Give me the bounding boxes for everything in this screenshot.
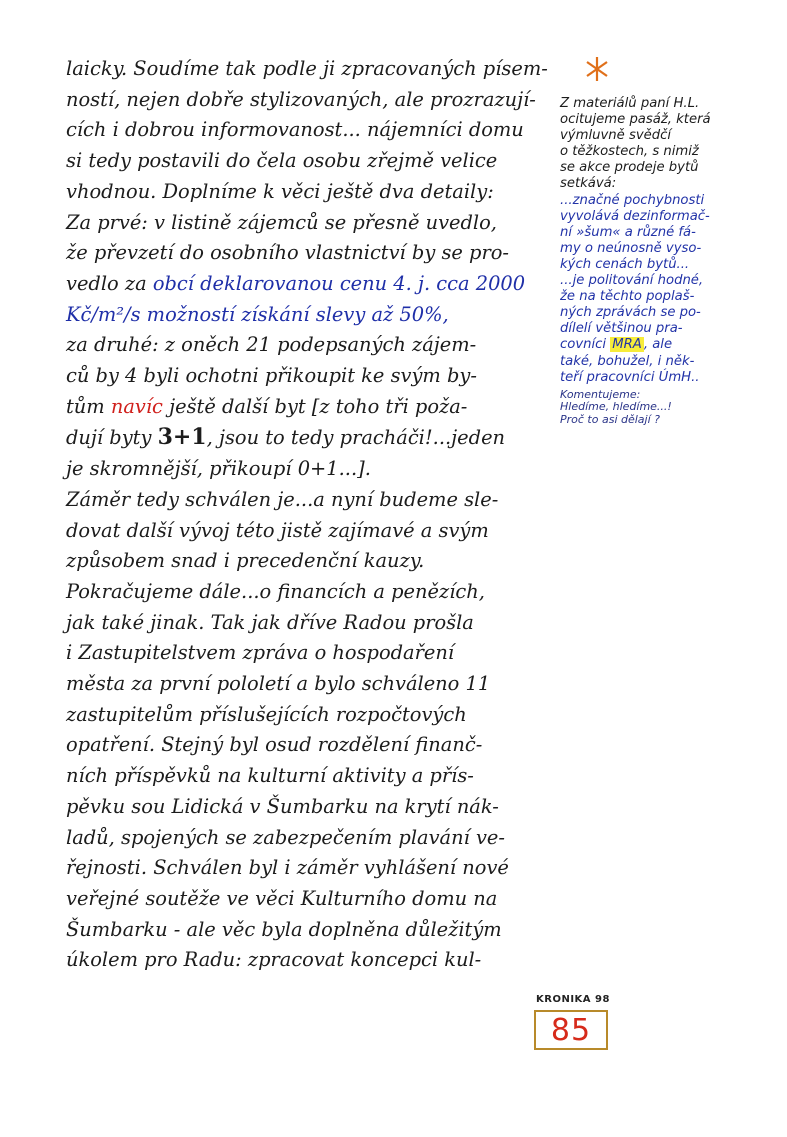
text-line: cích i dobrou informovanost... nájemníci domu bbox=[66, 118, 524, 142]
quote-line: teří pracovníci ÚmH.. bbox=[560, 369, 700, 385]
text-line: i Zastupitelstvem zpráva o hospodaření bbox=[66, 641, 455, 665]
comment-line: Hledíme, hledíme...! bbox=[560, 400, 672, 414]
side-note bbox=[560, 96, 782, 426]
quote-line: ní »šum« a různé fá- bbox=[560, 224, 696, 240]
main-text-column bbox=[66, 54, 546, 976]
flat-size-bold: 3+1 bbox=[157, 424, 207, 451]
text-line: způsobem snad i precedenční kauzy. bbox=[66, 549, 425, 573]
text-line: Záměr tedy schválen je...a nyní budeme sle- bbox=[66, 487, 499, 511]
text-fragment: vedlo za bbox=[66, 271, 153, 295]
navic-red-word: navíc bbox=[110, 394, 163, 418]
text-line: města za první pololetí a bylo schváleno 11 bbox=[66, 672, 491, 696]
quote-line: ...je politování hodné, bbox=[560, 273, 704, 289]
text-line: Šumbarku - ale věc byla doplněna důležitým bbox=[66, 917, 502, 941]
price-highlight-text: obcí deklarovanou cenu 4. j. cca 2000 bbox=[152, 271, 526, 295]
text-line: Pokračujeme dále...o financích a penězích, bbox=[66, 579, 485, 603]
text-fragment: , jsou to tedy pracháči!...jeden bbox=[206, 426, 506, 450]
quote-fragment: , ale bbox=[643, 337, 673, 353]
text-line bbox=[66, 269, 546, 300]
text-line: ností, nejen dobře stylizovaných, ale prozrazují- bbox=[66, 87, 536, 111]
text-line: opatření. Stejný byl osud rozdělení finanč- bbox=[66, 733, 483, 757]
note-line: ocitujeme pasáž, která bbox=[560, 112, 711, 128]
quote-line: ...značné pochybnosti bbox=[560, 192, 705, 208]
price-detail-text: Kč/m²/s možností získání slevy až 50%, bbox=[66, 302, 449, 326]
asterisk-mark-icon bbox=[582, 54, 612, 84]
text-line: pěvku sou Lidická v Šumbarku na krytí nák- bbox=[66, 794, 499, 818]
text-line: že převzetí do osobního vlastnictví by se pro- bbox=[66, 241, 509, 265]
text-line: ladů, spojených se zabezpečením plavání ve- bbox=[66, 825, 505, 849]
page-number: 85 bbox=[534, 1010, 608, 1050]
text-fragment: dují byty bbox=[66, 426, 158, 450]
quote-fragment: covníci bbox=[560, 337, 611, 353]
text-line bbox=[66, 300, 546, 331]
quote-line: dílelí většinou pra- bbox=[560, 321, 683, 337]
text-fragment: ještě další byt [z toho tři poža- bbox=[162, 394, 468, 418]
text-line: úkolem pro Radu: zpracovat koncepci kul- bbox=[66, 948, 482, 972]
quote-line: my o neúnosně vyso- bbox=[560, 240, 702, 256]
quote-line: kých cenách bytů... bbox=[560, 256, 690, 272]
quote-line: že na těchto poplaš- bbox=[560, 289, 695, 305]
text-line: jak také jinak. Tak jak dříve Radou prošla bbox=[66, 610, 474, 634]
chronicle-label: KRONIKA 98 bbox=[536, 994, 610, 1005]
note-line: výmluvně svědčí bbox=[560, 128, 672, 144]
text-line: si tedy postavili do čela osobu zřejmě velice bbox=[66, 149, 498, 173]
text-line: zastupitelům příslušejících rozpočtových bbox=[66, 702, 467, 726]
text-line bbox=[66, 392, 546, 423]
quote-line: také, bohužel, i něk- bbox=[560, 353, 695, 369]
text-line: je skromnější, přikoupí 0+1...]. bbox=[66, 457, 371, 481]
text-line bbox=[66, 422, 546, 454]
text-line: za druhé: z oněch 21 podepsaných zájem- bbox=[66, 333, 477, 357]
text-line: veřejné soutěže ve věci Kulturního domu na bbox=[66, 886, 498, 910]
note-line: Z materiálů paní H.L. bbox=[560, 96, 700, 111]
text-line: ců by 4 byli ochotni přikoupit ke svým by- bbox=[66, 364, 477, 388]
mra-highlight: MRA bbox=[612, 337, 642, 353]
text-line: vhodnou. Doplníme k věci ještě dva detaily: bbox=[66, 179, 494, 203]
note-line: se akce prodeje bytů bbox=[560, 160, 699, 176]
text-line: řejnosti. Schválen byl i záměr vyhlášení nové bbox=[66, 856, 509, 880]
note-line: o těžkostech, s nimiž bbox=[560, 144, 699, 160]
comment-line: Komentujeme: bbox=[560, 387, 641, 401]
quote-line bbox=[560, 337, 782, 353]
quote-line: ných zprávách se po- bbox=[560, 305, 701, 321]
text-fragment: tům bbox=[66, 394, 111, 418]
comment-line: Proč to asi dělají ? bbox=[560, 412, 660, 426]
text-line: dovat další vývoj této jistě zajímavé a svým bbox=[66, 518, 489, 542]
text-line: ních příspěvků na kulturní aktivity a přís- bbox=[66, 764, 474, 788]
quote-line: vyvolává dezinformač- bbox=[560, 208, 710, 224]
text-line: Za prvé: v listině zájemců se přesně uvedlo, bbox=[66, 210, 497, 234]
text-line: laicky. Soudíme tak podle ji zpracovaných písem- bbox=[66, 57, 548, 80]
note-line: setkává: bbox=[560, 176, 617, 192]
